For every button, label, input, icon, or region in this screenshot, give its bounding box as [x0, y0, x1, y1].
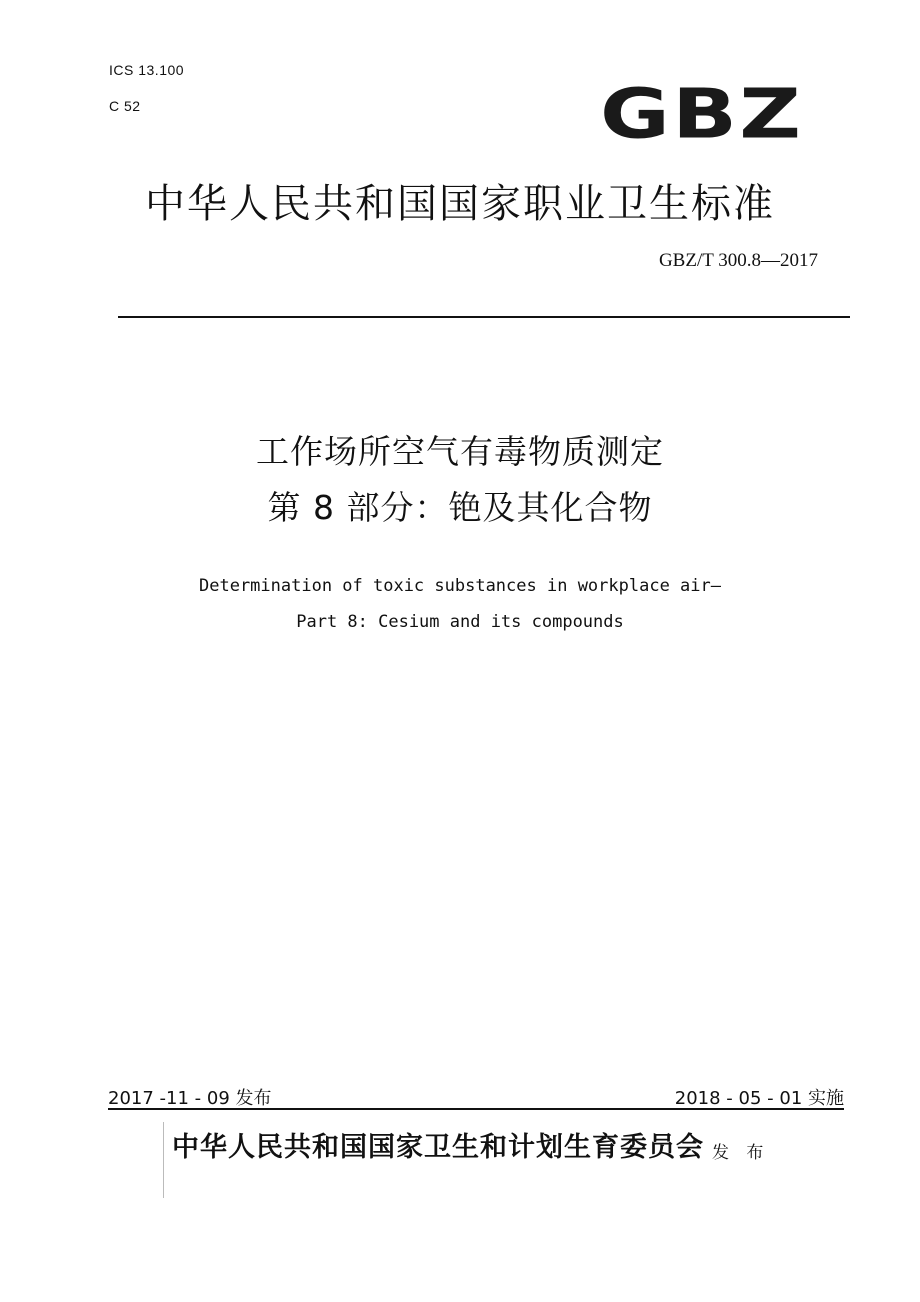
- english-title-line-1: Determination of toxic substances in workplace air—: [199, 576, 721, 596]
- gbz-logo: GBZ: [600, 73, 804, 154]
- issuer-suffix: 发 布: [712, 1143, 770, 1163]
- english-title-line-2: Part 8: Cesium and its compounds: [296, 612, 624, 632]
- footer-divider: [108, 1108, 844, 1110]
- issuing-authority: 中华人民共和国国家卫生和计划生育委员会: [172, 1132, 704, 1163]
- header-divider: [118, 316, 850, 318]
- ccs-code: C 52: [109, 98, 141, 114]
- footer-side-rule: [163, 1122, 164, 1198]
- ics-code: ICS 13.100: [109, 62, 185, 78]
- standard-number: GBZ/T 300.8—2017: [658, 250, 818, 271]
- document-title-line-1: 工作场所空气有毒物质测定: [256, 432, 664, 471]
- document-title-line-2: 第 8 部分：铯及其化合物: [267, 488, 653, 527]
- main-title: 中华人民共和国国家职业卫生标准: [145, 181, 775, 227]
- implementation-date: 2018 - 05 - 01 实施: [674, 1088, 844, 1109]
- issue-date: 2017 -11 - 09 发布: [108, 1088, 272, 1109]
